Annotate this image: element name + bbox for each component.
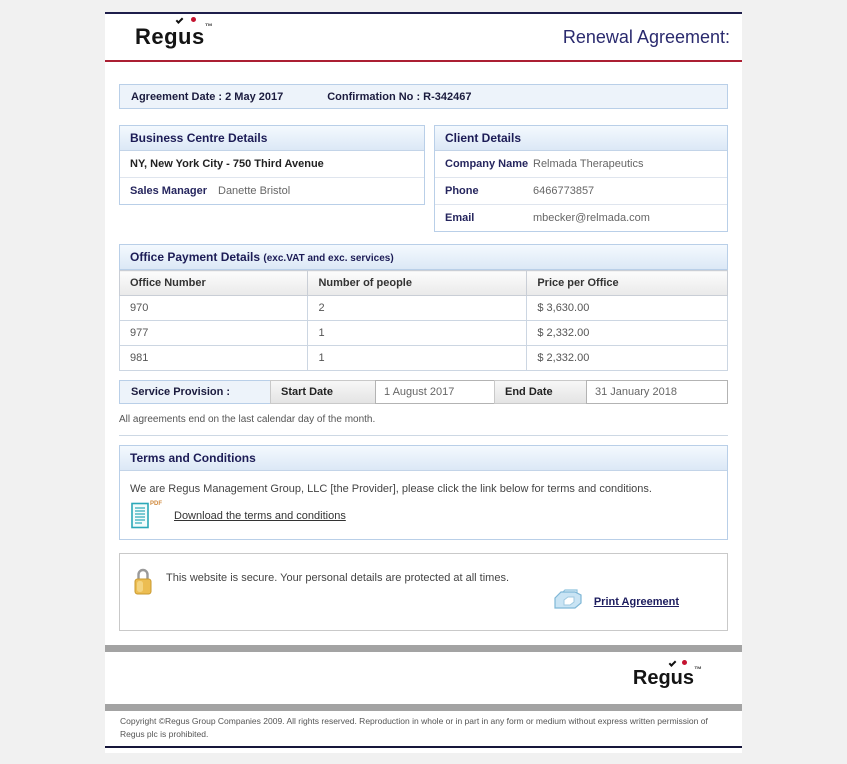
- business-centre-address: NY, New York City - 750 Third Avenue: [130, 158, 324, 170]
- client-row-company: [435, 151, 727, 178]
- col-number-of-people: Number of people: [308, 271, 527, 296]
- page-title: Renewal Agreement:: [562, 26, 730, 47]
- office-payment-table: [119, 270, 728, 371]
- confirmation-number: Confirmation No : R-342467: [327, 90, 472, 103]
- table-row: [120, 296, 728, 321]
- page-header: [105, 14, 742, 62]
- sales-manager-value: Danette Bristol: [218, 185, 291, 197]
- email-value: mbecker@relmada.com: [533, 212, 650, 224]
- price-cell: $ 3,630.00: [527, 296, 728, 321]
- office-number-cell: 970: [120, 296, 308, 321]
- footer-regus-logo: [632, 664, 702, 690]
- start-date-value: 1 August 2017: [375, 380, 495, 404]
- office-payment-title: [119, 244, 728, 270]
- office-number-cell: 981: [120, 346, 308, 371]
- agreement-info-bar: [119, 84, 728, 109]
- business-centre-title: Business Centre Details: [120, 126, 424, 151]
- price-cell: $ 2,332.00: [527, 346, 728, 371]
- office-payment-section: [119, 244, 728, 371]
- phone-value: 6466773857: [533, 185, 595, 197]
- pdf-label: PDF: [150, 501, 162, 507]
- agreement-end-note: All agreements end on the last calendar day of the month.: [119, 414, 376, 425]
- secure-text: This website is secure. Your personal details are protected at all times.: [166, 572, 510, 584]
- office-number-cell: 977: [120, 321, 308, 346]
- download-terms-link[interactable]: Download the terms and conditions: [174, 509, 346, 522]
- client-details-title: Client Details: [435, 126, 727, 151]
- pdf-document-icon: [130, 502, 164, 529]
- footer-separator-top: [105, 645, 742, 652]
- footer-logo-text: Regus: [632, 666, 694, 689]
- section-divider: [119, 435, 728, 436]
- footer-separator-bottom: [105, 704, 742, 711]
- office-payment-title-text: Office Payment Details: [130, 250, 261, 264]
- company-name-value: Relmada Therapeutics: [533, 158, 644, 170]
- print-agreement-link[interactable]: Print Agreement: [593, 595, 679, 608]
- col-price-per-office: Price per Office: [527, 271, 728, 296]
- table-row: [120, 321, 728, 346]
- sales-manager-label: Sales Manager: [130, 185, 208, 197]
- table-header-row: [120, 271, 728, 296]
- secure-notice-box: [119, 553, 728, 631]
- regus-dot-icon: [682, 660, 687, 665]
- col-office-number: Office Number: [120, 271, 308, 296]
- start-date-label: Start Date: [270, 380, 376, 404]
- trademark-symbol: ™: [694, 664, 702, 674]
- end-date-label: End Date: [494, 380, 587, 404]
- regus-logo-text: Regus: [135, 24, 205, 49]
- people-cell: 2: [308, 296, 527, 321]
- padlock-icon: [132, 566, 154, 602]
- office-payment-subtitle: (exc.VAT and exc. services): [263, 253, 394, 264]
- agreement-page: [105, 12, 742, 753]
- client-row-email: [435, 205, 727, 231]
- people-cell: 1: [308, 346, 527, 371]
- terms-text: We are Regus Management Group, LLC [the Provider], please click the link below for terms and conditions.: [130, 483, 652, 495]
- copyright-text: Copyright ©Regus Group Companies 2009. All rights reserved. Reproduction in whole or in part in any form or medium without express written permission of Regus plc is prohibited.: [105, 711, 742, 748]
- footer-logo-area: [119, 652, 728, 704]
- trademark-symbol: ™: [204, 22, 214, 31]
- business-centre-panel: [119, 125, 425, 205]
- terms-title: Terms and Conditions: [120, 446, 727, 471]
- price-cell: $ 2,332.00: [527, 321, 728, 346]
- regus-logo: [135, 24, 213, 50]
- table-row: [120, 346, 728, 371]
- people-cell: 1: [308, 321, 527, 346]
- agreement-date: Agreement Date : 2 May 2017: [131, 90, 284, 103]
- regus-check-icon: [175, 16, 183, 24]
- company-name-label: Company Name: [445, 158, 529, 170]
- printer-icon[interactable]: [552, 586, 584, 617]
- service-provision-row: [119, 380, 728, 404]
- client-details-panel: [434, 125, 728, 232]
- regus-dot-icon: [191, 17, 196, 22]
- phone-label: Phone: [445, 185, 479, 197]
- client-row-phone: [435, 178, 727, 205]
- email-label: Email: [445, 212, 475, 224]
- service-provision-label: Service Provision :: [119, 380, 271, 404]
- regus-check-icon: [668, 659, 676, 667]
- end-date-value: 31 January 2018: [586, 380, 728, 404]
- terms-section: [119, 445, 728, 540]
